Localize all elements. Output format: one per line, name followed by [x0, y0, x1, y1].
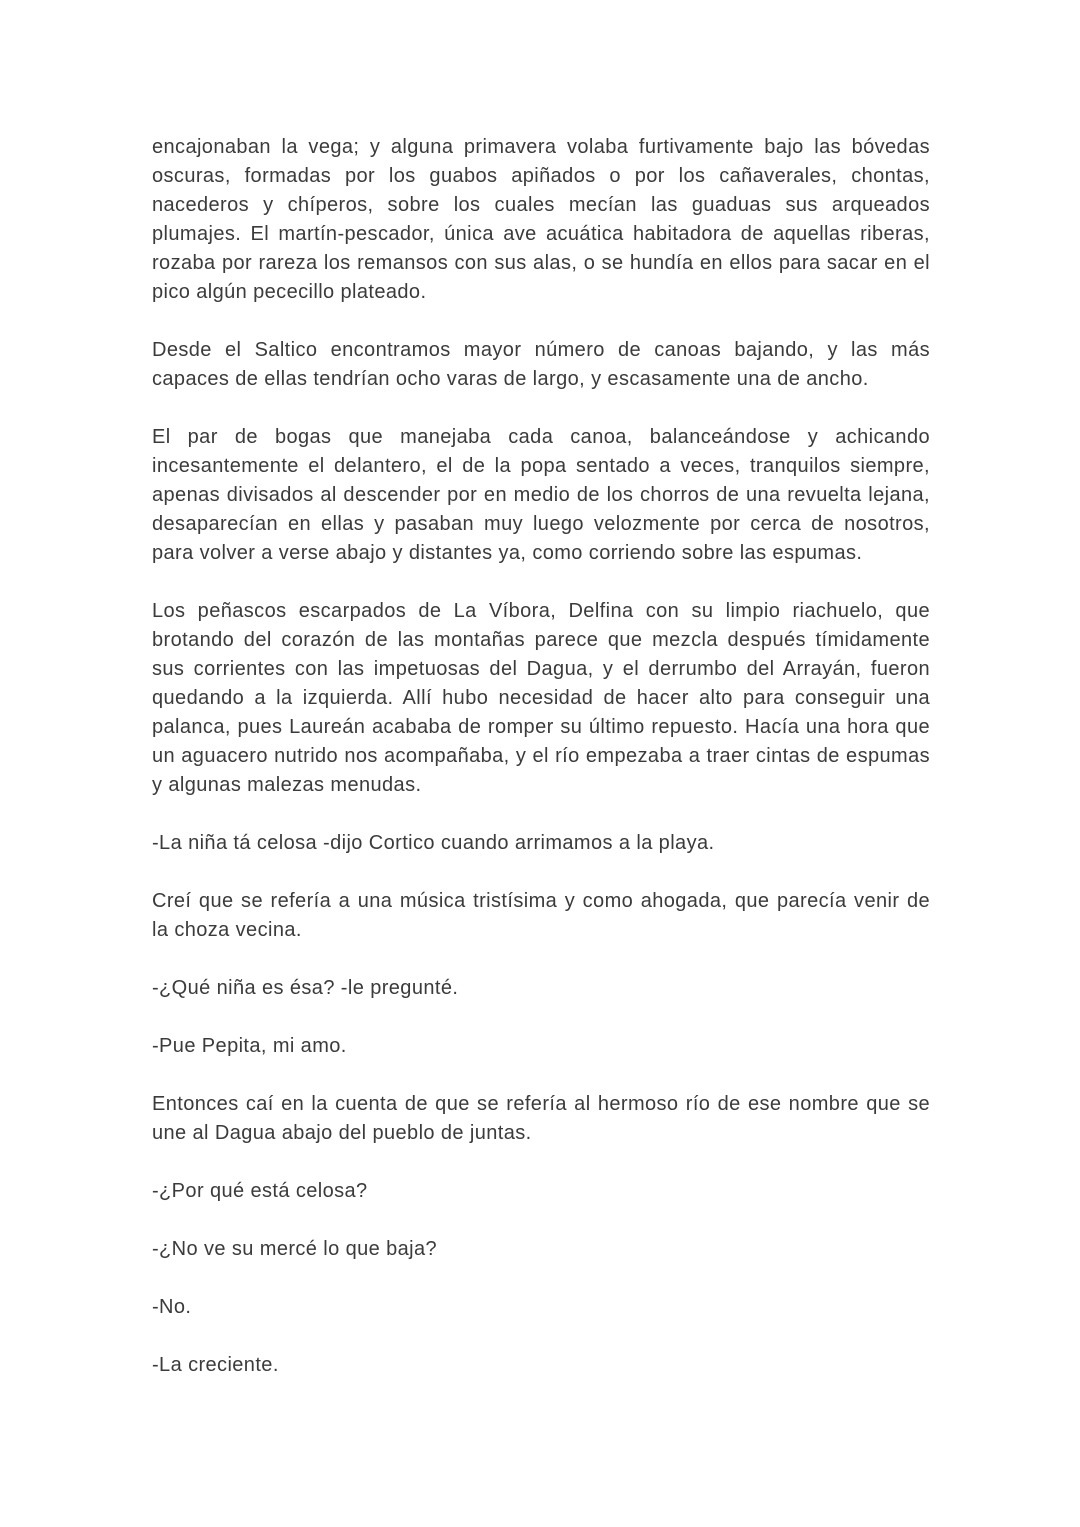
dialogue-line: -La creciente.	[152, 1354, 279, 1376]
paragraph: encajonaban la vega; y alguna primavera volaba furtivamente bajo las bóvedas oscuras, formadas por los guabos apiñados o por los cañaverales, chontas, nacederos y chíperos, sobre los cuales mecían las guaduas sus arqueados plumajes. El martín-pescador, única ave acuática habitadora de aquellas riberas, rozaba por rareza los remansos con sus alas, o se hundía en ellos para sacar en el pico algún pececillo plateado.	[152, 136, 930, 303]
paragraph: Los peñascos escarpados de La Víbora, Delfina con su limpio riachuelo, que brotando del corazón de las montañas parece que mezcla después tímidamente sus corrientes con las impetuosas del Dagua, y el derrumbo del Arrayán, fueron quedando a la izquierda. Allí hubo necesidad de hacer alto para conseguir una palanca, pues Laureán acababa de romper su último repuesto. Hacía una hora que un aguacero nutrido nos acompañaba, y el río empezaba a traer cintas de espumas y algunas malezas menudas.	[152, 600, 930, 796]
paragraph: Desde el Saltico encontramos mayor número de canoas bajando, y las más capaces de ellas tendrían ocho varas de largo, y escasamente una de ancho.	[152, 339, 930, 390]
paragraph: Creí que se refería a una música tristísima y como ahogada, que parecía venir de la choza vecina.	[152, 890, 930, 941]
document-content	[152, 133, 930, 1380]
dialogue-line: -¿No ve su mercé lo que baja?	[152, 1238, 438, 1260]
dialogue-line: -La niña tá celosa -dijo Cortico cuando arrimamos a la playa.	[152, 832, 715, 854]
dialogue-line: -No.	[152, 1296, 192, 1318]
paragraph: Entonces caí en la cuenta de que se refería al hermoso río de ese nombre que se une al Dagua abajo del pueblo de juntas.	[152, 1093, 930, 1144]
paragraph: El par de bogas que manejaba cada canoa, balanceándose y achicando incesantemente el delantero, el de la popa sentado a veces, tranquilos siempre, apenas divisados al descender por en medio de los chorros de una revuelta lejana, desaparecían en ellas y pasaban muy luego velozmente por cerca de nosotros, para volver a verse abajo y distantes ya, como corriendo sobre las espumas.	[152, 426, 930, 564]
dialogue-line: -¿Por qué está celosa?	[152, 1180, 368, 1202]
dialogue-line: -¿Qué niña es ésa? -le pregunté.	[152, 977, 459, 999]
dialogue-line: -Pue Pepita, mi amo.	[152, 1035, 347, 1057]
